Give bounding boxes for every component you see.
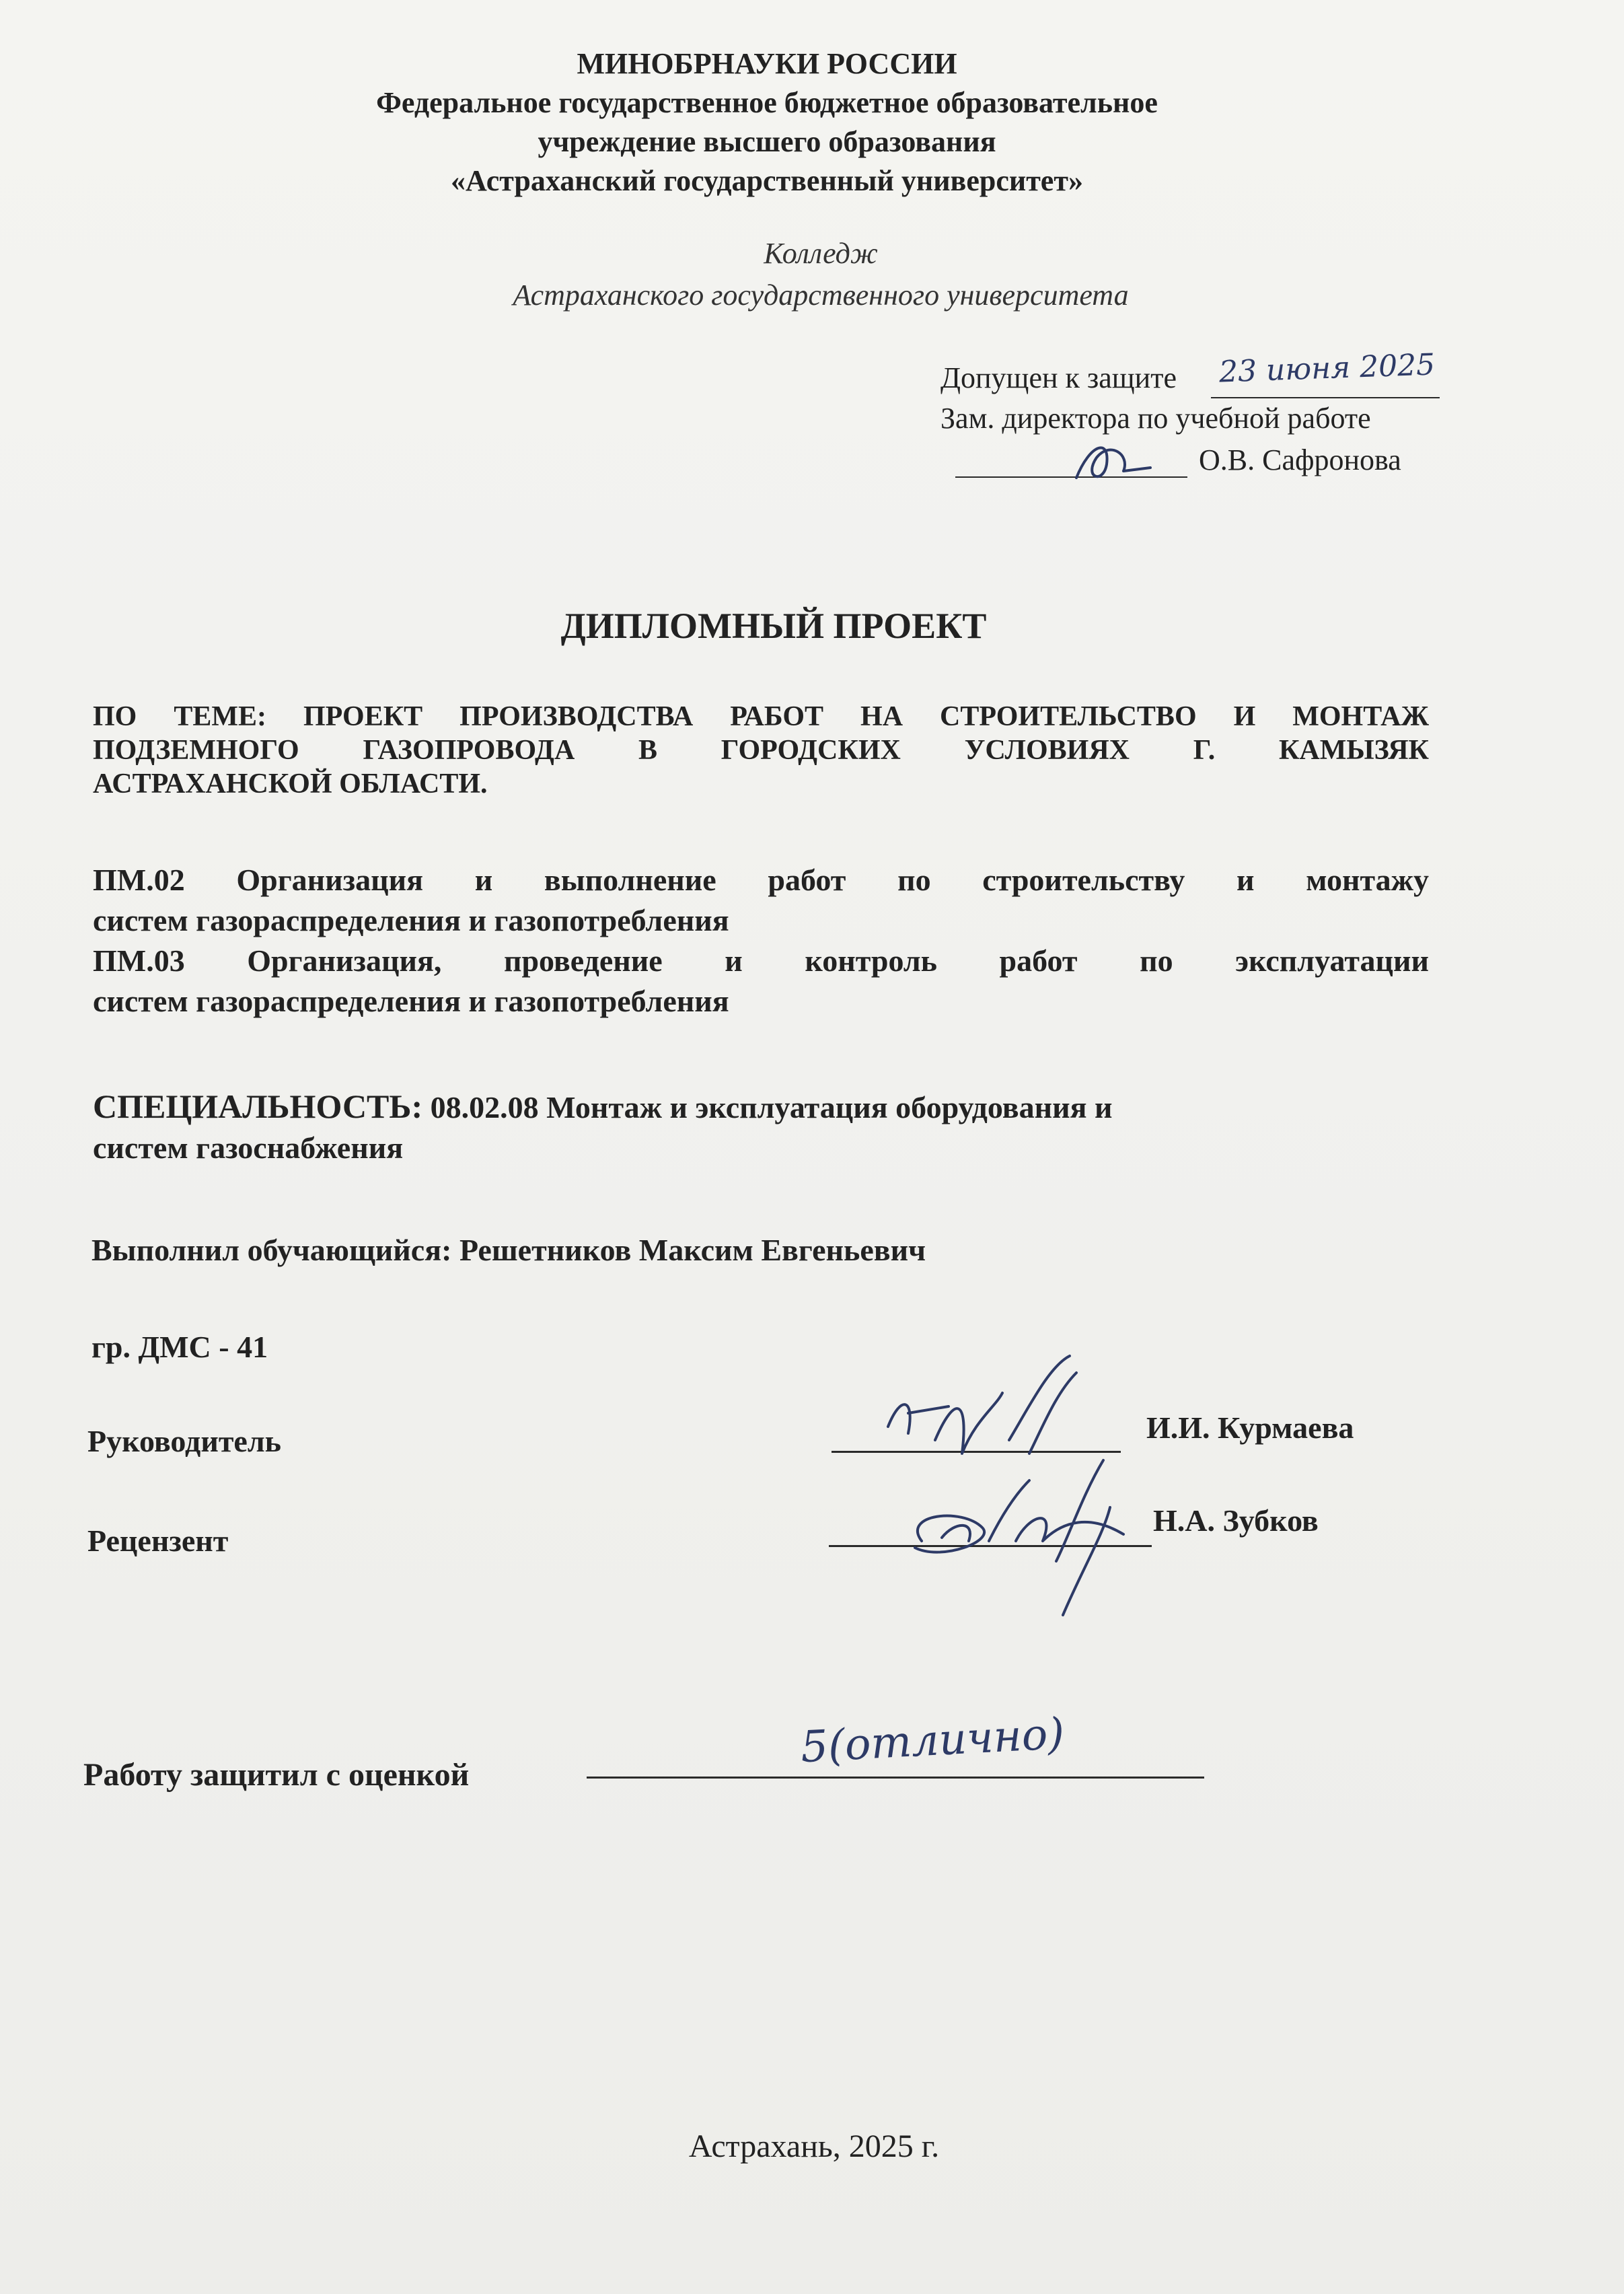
specialty-label: СПЕЦИАЛЬНОСТЬ: (93, 1087, 423, 1125)
admitted-date-handwritten: 23 июня 2025 (1218, 347, 1436, 390)
approval-signature (1070, 431, 1164, 491)
grade-handwritten: 5(отлично) (799, 1709, 1066, 1773)
specialty (93, 1086, 1429, 1168)
org-line-3: «Астраханский государственный университет» (451, 164, 1083, 197)
module-line-4: систем газораспределения и газопотребления (93, 984, 729, 1018)
topic-line-1: ПО ТЕМЕ: ПРОЕКТ ПРОИЗВОДСТВА РАБОТ НА СТРОИТЕЛЬСТВО И МОНТАЖ (93, 701, 1429, 732)
student-line (91, 1233, 926, 1268)
admitted-label: Допущен к защите (940, 361, 1177, 394)
student-label: Выполнил обучающийся: (91, 1233, 452, 1267)
document-title: ДИПЛОМНЫЙ ПРОЕКТ (560, 606, 987, 646)
supervisor-name: И.И. Курмаева (1146, 1410, 1354, 1445)
reviewer-signature (901, 1454, 1150, 1622)
student-group: гр. ДМС - 41 (91, 1330, 268, 1364)
specialty-value-2: систем газоснабжения (93, 1131, 404, 1165)
org-line-1: Федеральное государственное бюджетное образовательное (376, 86, 1158, 119)
approval-name: О.В. Сафронова (1199, 443, 1401, 476)
city-year: Астрахань, 2025 г. (688, 2128, 940, 2164)
org-line-2: учреждение высшего образования (538, 125, 996, 158)
modules (93, 860, 1429, 1021)
student-name: Решетников Максим Евгеньевич (459, 1233, 926, 1267)
supervisor-signature (875, 1353, 1097, 1467)
college-line-1: Колледж (764, 237, 878, 270)
ministry-title: МИНОБРНАУКИ РОССИИ (577, 47, 957, 80)
admitted-date-line (1211, 397, 1440, 398)
college-line-2: Астраханского государственного университета (513, 279, 1129, 312)
grade-label: Работу защитил с оценкой (83, 1757, 470, 1793)
specialty-value-1: 08.02.08 Монтаж и эксплуатация оборудования и (430, 1090, 1113, 1124)
module-line-1: ПМ.02 Организация и выполнение работ по строительству и монтажу (93, 863, 1429, 897)
module-line-2: систем газораспределения и газопотребления (93, 903, 729, 937)
topic (93, 700, 1429, 801)
supervisor-label: Руководитель (87, 1424, 281, 1458)
approval-position: Зам. директора по учебной работе (940, 402, 1371, 435)
module-line-3: ПМ.03 Организация, проведение и контроль работ по эксплуатации (93, 943, 1429, 978)
topic-line-2: ПОДЗЕМНОГО ГАЗОПРОВОДА В ГОРОДСКИХ УСЛОВИЯХ Г. КАМЫЗЯК (93, 735, 1429, 766)
reviewer-label: Рецензент (87, 1524, 229, 1558)
topic-line-3: АСТРАХАНСКОЙ ОБЛАСТИ. (93, 768, 488, 799)
grade-line (587, 1777, 1204, 1779)
reviewer-name: Н.А. Зубков (1153, 1503, 1319, 1538)
